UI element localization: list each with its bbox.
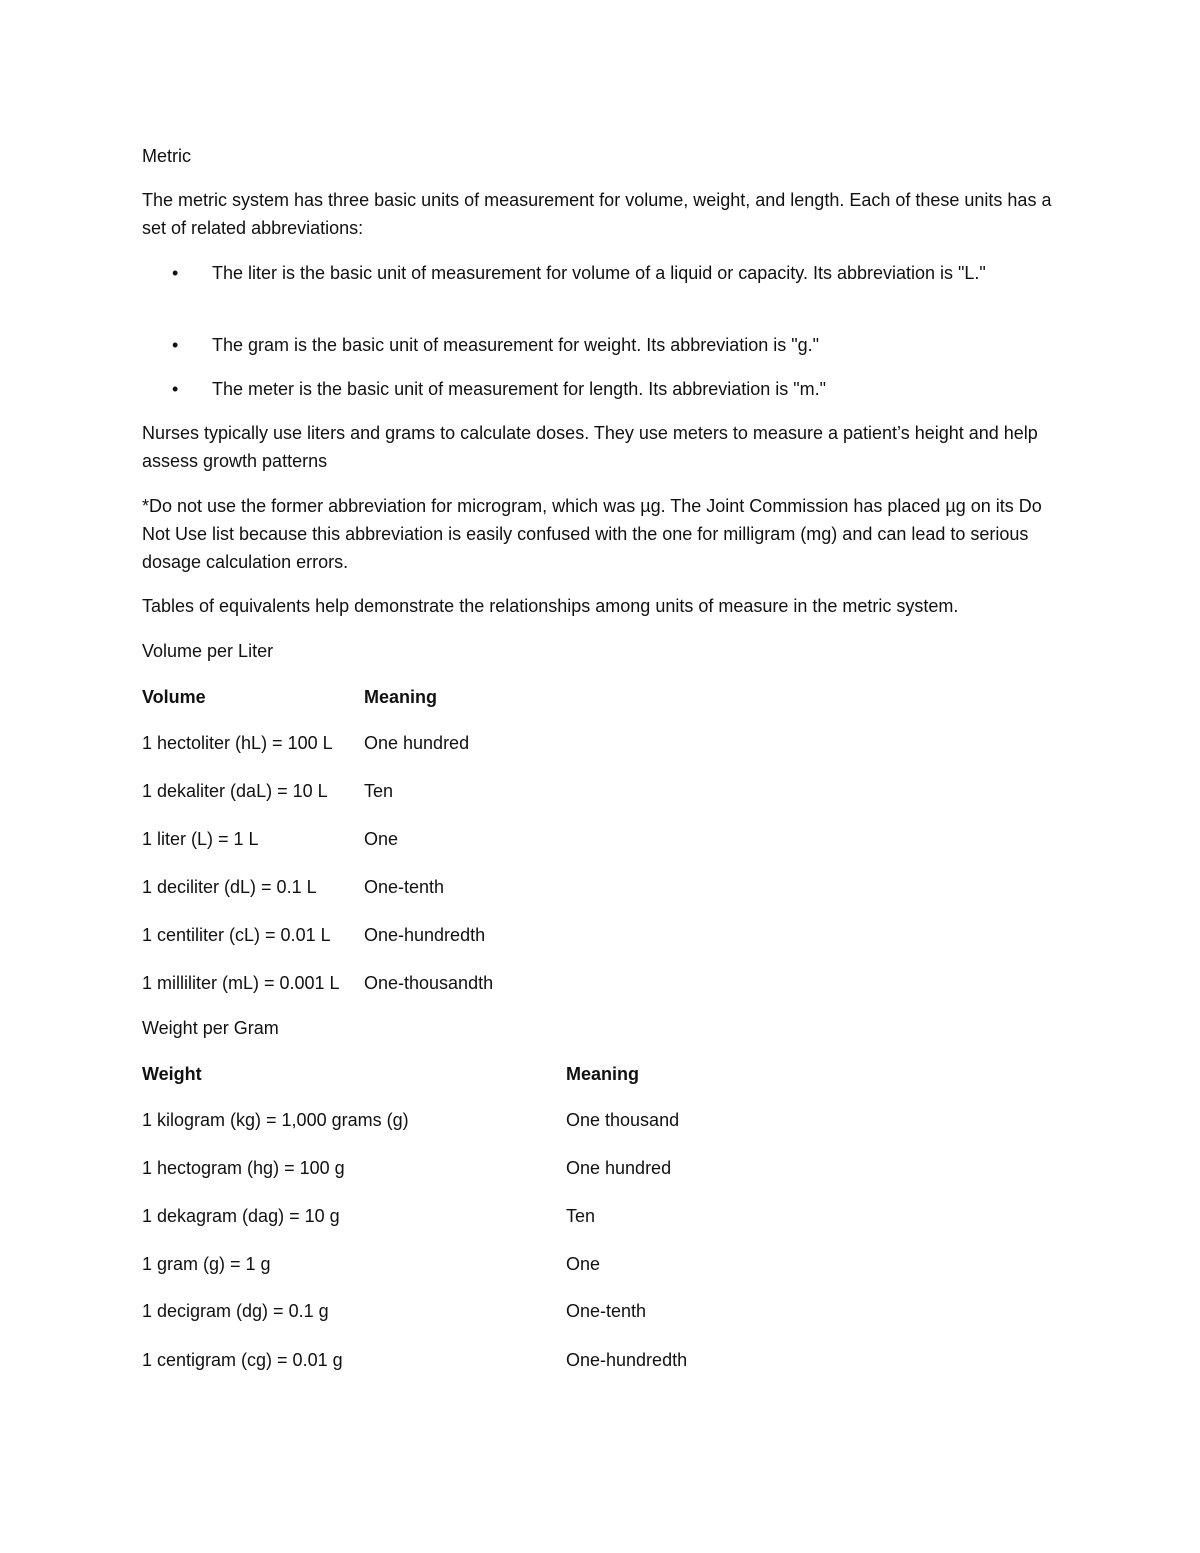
bullet-text: The gram is the basic unit of measurement for weight. Its abbreviation is "g." xyxy=(212,335,820,355)
bullet-icon: • xyxy=(172,263,179,283)
weight-header-meaning: Meaning xyxy=(566,1064,640,1084)
volume-header-meaning: Meaning xyxy=(364,687,438,707)
intro-paragraph: The metric system has three basic units of measurement for volume, weight, and length. Each of these units has a set of related abbreviations: xyxy=(142,190,1052,238)
volume-row-meaning: One-tenth xyxy=(364,877,445,897)
weight-row-unit: 1 dekagram (dag) = 10 g xyxy=(142,1206,340,1226)
bullet-text: The liter is the basic unit of measurement for volume of a liquid or capacity. Its abbreviation is "L." xyxy=(212,263,986,283)
tables-intro: Tables of equivalents help demonstrate the relationships among units of measure in the metric system. xyxy=(142,596,959,616)
volume-row-meaning: One xyxy=(364,829,399,849)
volume-row-unit: 1 hectoliter (hL) = 100 L xyxy=(142,733,333,753)
weight-row-unit: 1 hectogram (hg) = 100 g xyxy=(142,1158,345,1178)
volume-row-meaning: One-thousandth xyxy=(364,973,494,993)
volume-row-meaning: Ten xyxy=(364,781,394,801)
weight-row-meaning: One-hundredth xyxy=(566,1350,688,1370)
page-heading: Metric xyxy=(142,146,191,166)
weight-row-unit: 1 centigram (cg) = 0.01 g xyxy=(142,1350,343,1370)
weight-row-unit: 1 kilogram (kg) = 1,000 grams (g) xyxy=(142,1110,409,1130)
weight-table-caption: Weight per Gram xyxy=(142,1018,279,1038)
weight-row-meaning: Ten xyxy=(566,1206,596,1226)
volume-row-meaning: One hundred xyxy=(364,733,470,753)
bullet-icon: • xyxy=(172,379,179,399)
weight-row-meaning: One hundred xyxy=(566,1158,672,1178)
weight-row-meaning: One thousand xyxy=(566,1110,680,1130)
volume-row-unit: 1 milliliter (mL) = 0.001 L xyxy=(142,973,340,993)
volume-row-unit: 1 centiliter (cL) = 0.01 L xyxy=(142,925,331,945)
volume-row-unit: 1 liter (L) = 1 L xyxy=(142,829,259,849)
weight-row-unit: 1 decigram (dg) = 0.1 g xyxy=(142,1301,329,1321)
volume-row-meaning: One-hundredth xyxy=(364,925,486,945)
weight-row-meaning: One xyxy=(566,1254,601,1274)
note-paragraph: *Do not use the former abbreviation for microgram, which was µg. The Joint Commission has placed µg on its Do Not Use list because this abbreviation is easily confused with the one for milligram (mg) and can lead to serious dosage calculation errors. xyxy=(142,496,1042,572)
bullet-text: The meter is the basic unit of measurement for length. Its abbreviation is "m." xyxy=(212,379,827,399)
volume-table-caption: Volume per Liter xyxy=(142,641,274,661)
bullet-icon: • xyxy=(172,335,179,355)
nurses-paragraph: Nurses typically use liters and grams to calculate doses. They use meters to measure a patient’s height and help assess growth patterns xyxy=(142,423,1038,471)
volume-row-unit: 1 deciliter (dL) = 0.1 L xyxy=(142,877,317,897)
volume-header-volume: Volume xyxy=(142,687,206,707)
volume-row-unit: 1 dekaliter (daL) = 10 L xyxy=(142,781,328,801)
weight-header-weight: Weight xyxy=(142,1064,202,1084)
weight-row-unit: 1 gram (g) = 1 g xyxy=(142,1254,271,1274)
weight-row-meaning: One-tenth xyxy=(566,1301,647,1321)
